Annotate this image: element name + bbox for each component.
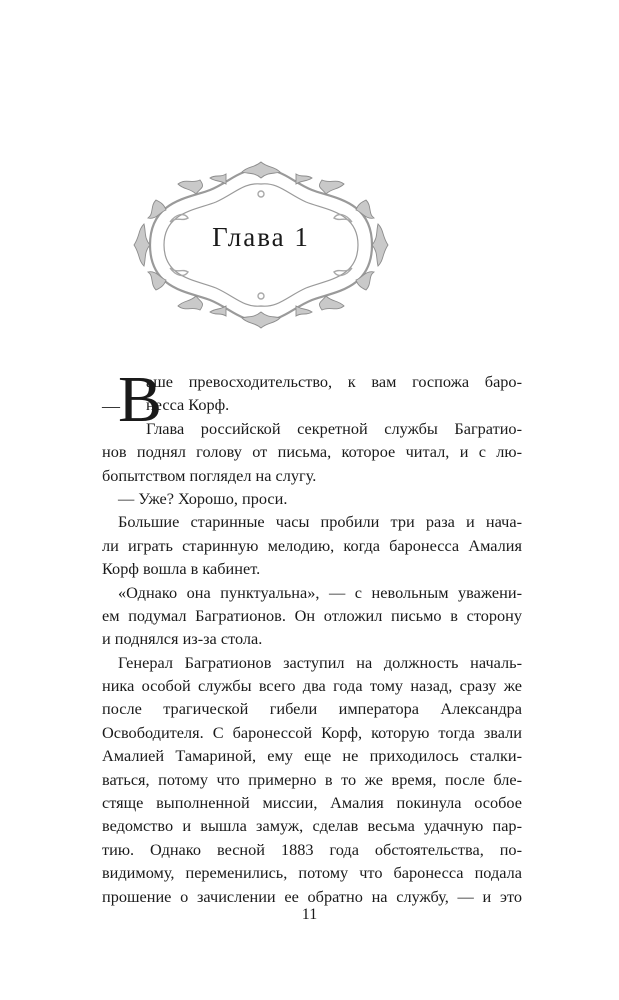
text-line: несса Корф. xyxy=(146,395,230,415)
text-line: после трагической гибели императора Александра xyxy=(102,699,522,719)
text-line: бопытством поглядел на слугу. xyxy=(102,465,317,485)
text-line: и поднялся из-за стола. xyxy=(102,629,263,649)
text-line: стяще выполненной миссии, Амалия покинула особое xyxy=(102,793,522,813)
text-line: видимому, переменились, потому что баронесса подала xyxy=(102,863,522,883)
text-line: ем подумал Багратионов. Он отложил письмо в сторону xyxy=(102,605,522,625)
text-line: ваться, потому что примерно в то же время, после бле- xyxy=(102,769,522,789)
text-line: Глава российской секретной службы Багратио- xyxy=(146,418,522,438)
text-line: ника особой службы всего два года тому назад, сразу же xyxy=(102,676,522,696)
text-line: Большие старинные часы пробили три раза и нача- xyxy=(118,512,522,532)
text-line: ли играть старинную мелодию, когда баронесса Амалия xyxy=(102,535,522,555)
chapter-title: Глава 1 xyxy=(212,222,310,252)
text-line: Генерал Багратионов заступил на должность началь- xyxy=(118,652,522,672)
text-line: тию. Однако весной 1883 года обстоятельства, по- xyxy=(102,839,522,859)
text-line: Освободителя. С баронессой Корф, которую тогда звали xyxy=(102,722,522,742)
text-line: «Однако она пунктуальна», — с невольным уважени- xyxy=(118,582,522,602)
page-number: 11 xyxy=(301,906,318,923)
text-line: аше превосходительство, к вам госпожа баро- xyxy=(146,372,522,391)
drop-cap-letter: В xyxy=(118,363,163,436)
text-line: нов поднял голову от письма, которое читал, и с лю- xyxy=(102,442,522,462)
text-line: Амалией Тамариной, ему еще не приходилось сталки- xyxy=(102,746,522,766)
drop-cap xyxy=(102,363,164,441)
text-line: — Уже? Хорошо, проси. xyxy=(118,488,288,508)
drop-cap-dash: — xyxy=(102,396,120,416)
text-line: ведомство и вышла замуж, сделав весьма удачную пар- xyxy=(102,816,522,836)
text-line: прошение о зачислении ее обратно на службу, — и это xyxy=(102,886,522,906)
text-line: Корф вошла в кабинет. xyxy=(102,559,261,579)
body-text xyxy=(102,363,522,908)
